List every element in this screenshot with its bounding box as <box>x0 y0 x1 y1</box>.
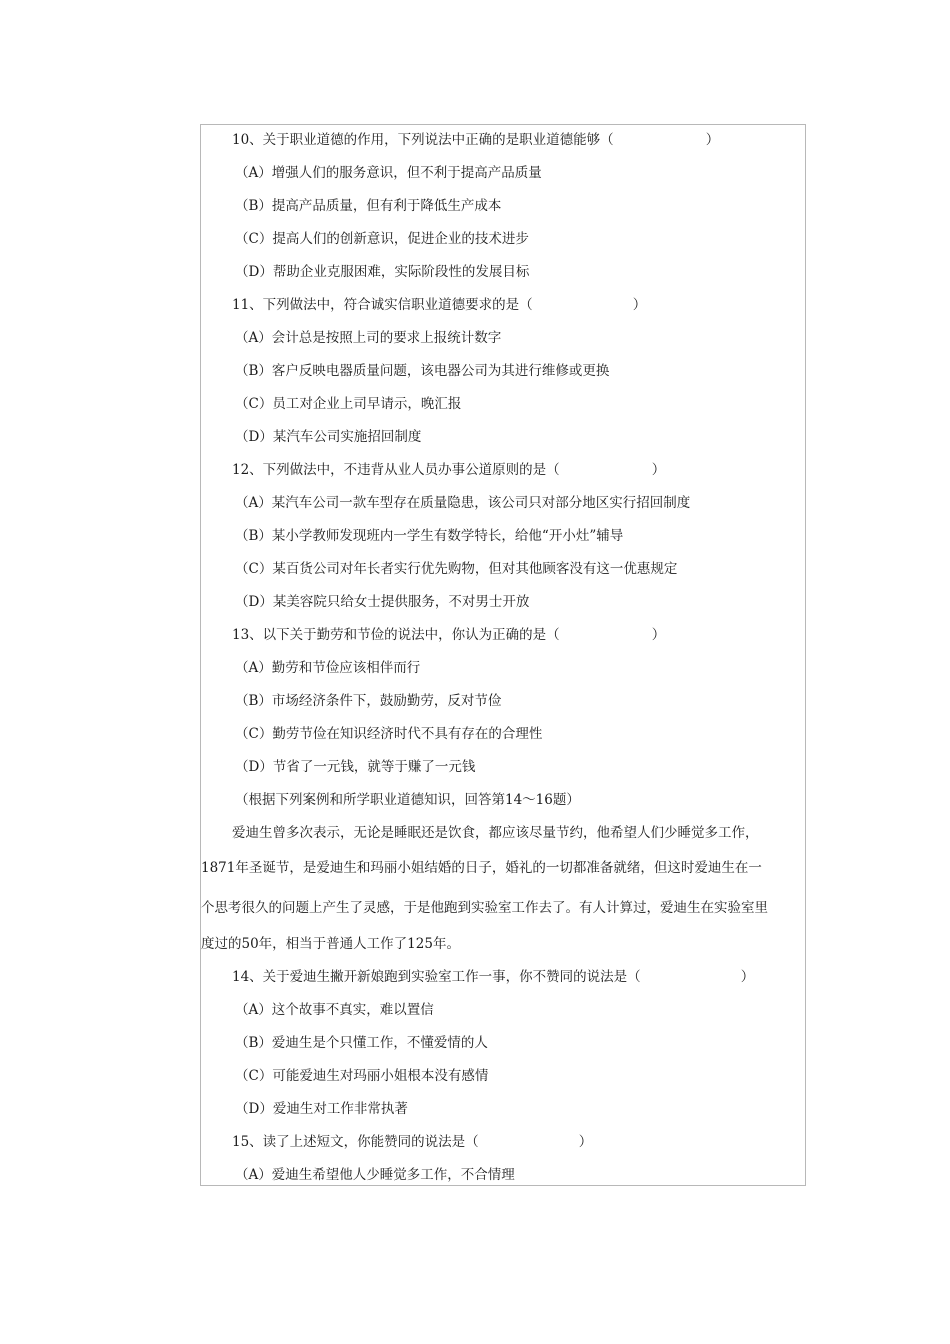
passage-line: 爱迪生曾多次表示，无论是睡眠还是饮食，都应该尽量节约，他希望人们少睡觉多工作， <box>232 825 759 841</box>
passage-line: 个思考很久的问题上产生了灵感，于是他跑到实验室工作去了。有人计算过，爱迪生在实验室里 <box>201 900 768 916</box>
option-c: （C）某百货公司对年长者实行优先购物，但对其他顾客没有这一优惠规定 <box>235 561 678 577</box>
question-12 <box>232 461 665 479</box>
question-11 <box>232 296 646 314</box>
question-close: ） <box>651 627 666 643</box>
question-stem: 12、下列做法中，不违背从业人员办事公道原则的是（ <box>232 462 560 478</box>
option-d: （D）某汽车公司实施招回制度 <box>235 429 422 445</box>
option-c: （C）可能爱迪生对玛丽小姐根本没有感情 <box>235 1068 489 1084</box>
question-stem: 15、读了上述短文，你能赞同的说法是（ <box>232 1134 479 1150</box>
option-d: （D）节省了一元钱，就等于赚了一元钱 <box>235 759 476 775</box>
question-10 <box>232 131 719 149</box>
case-note: （根据下列案例和所学职业道德知识，回答第14～16题） <box>235 792 580 808</box>
option-c: （C）提高人们的创新意识，促进企业的技术进步 <box>235 231 529 247</box>
question-15 <box>232 1133 592 1151</box>
option-a: （A）爱迪生希望他人少睡觉多工作，不合情理 <box>235 1167 515 1183</box>
question-stem: 13、以下关于勤劳和节俭的说法中，你认为正确的是（ <box>232 627 560 643</box>
passage-line: 度过的50年，相当于普通人工作了125年。 <box>201 936 460 952</box>
question-close: ） <box>632 297 647 313</box>
option-d: （D）帮助企业克服困难，实际阶段性的发展目标 <box>235 264 530 280</box>
option-a: （A）会计总是按照上司的要求上报统计数字 <box>235 330 502 346</box>
question-close: ） <box>578 1134 593 1150</box>
question-close: ） <box>705 132 720 148</box>
option-b: （B）客户反映电器质量问题，该电器公司为其进行维修或更换 <box>235 363 610 379</box>
question-close: ） <box>651 462 666 478</box>
option-a: （A）增强人们的服务意识，但不利于提高产品质量 <box>235 165 542 181</box>
option-b: （B）提高产品质量，但有利于降低生产成本 <box>235 198 502 214</box>
option-c: （C）员工对企业上司早请示，晚汇报 <box>235 396 462 412</box>
passage-line: 1871年圣诞节，是爱迪生和玛丽小姐结婚的日子，婚礼的一切都准备就绪，但这时爱迪生在一 <box>201 860 762 876</box>
option-b: （B）爱迪生是个只懂工作，不懂爱情的人 <box>235 1035 488 1051</box>
question-13 <box>232 626 665 644</box>
option-a: （A）某汽车公司一款车型存在质量隐患，该公司只对部分地区实行招回制度 <box>235 495 691 511</box>
question-14 <box>232 968 754 986</box>
document-frame <box>200 124 806 1186</box>
option-b: （B）某小学教师发现班内一学生有数学特长，给他“开小灶”辅导 <box>235 528 624 544</box>
option-d: （D）某美容院只给女士提供服务，不对男士开放 <box>235 594 530 610</box>
option-a: （A）勤劳和节俭应该相伴而行 <box>235 660 421 676</box>
option-b: （B）市场经济条件下，鼓励勤劳，反对节俭 <box>235 693 502 709</box>
question-stem: 10、关于职业道德的作用，下列说法中正确的是职业道德能够（ <box>232 132 614 148</box>
question-stem: 14、关于爱迪生撇开新娘跑到实验室工作一事，你不赞同的说法是（ <box>232 969 641 985</box>
question-close: ） <box>740 969 755 985</box>
option-c: （C）勤劳节俭在知识经济时代不具有存在的合理性 <box>235 726 543 742</box>
option-a: （A）这个故事不真实，难以置信 <box>235 1002 434 1018</box>
option-d: （D）爱迪生对工作非常执著 <box>235 1101 408 1117</box>
question-stem: 11、下列做法中，符合诚实信职业道德要求的是（ <box>232 297 533 313</box>
